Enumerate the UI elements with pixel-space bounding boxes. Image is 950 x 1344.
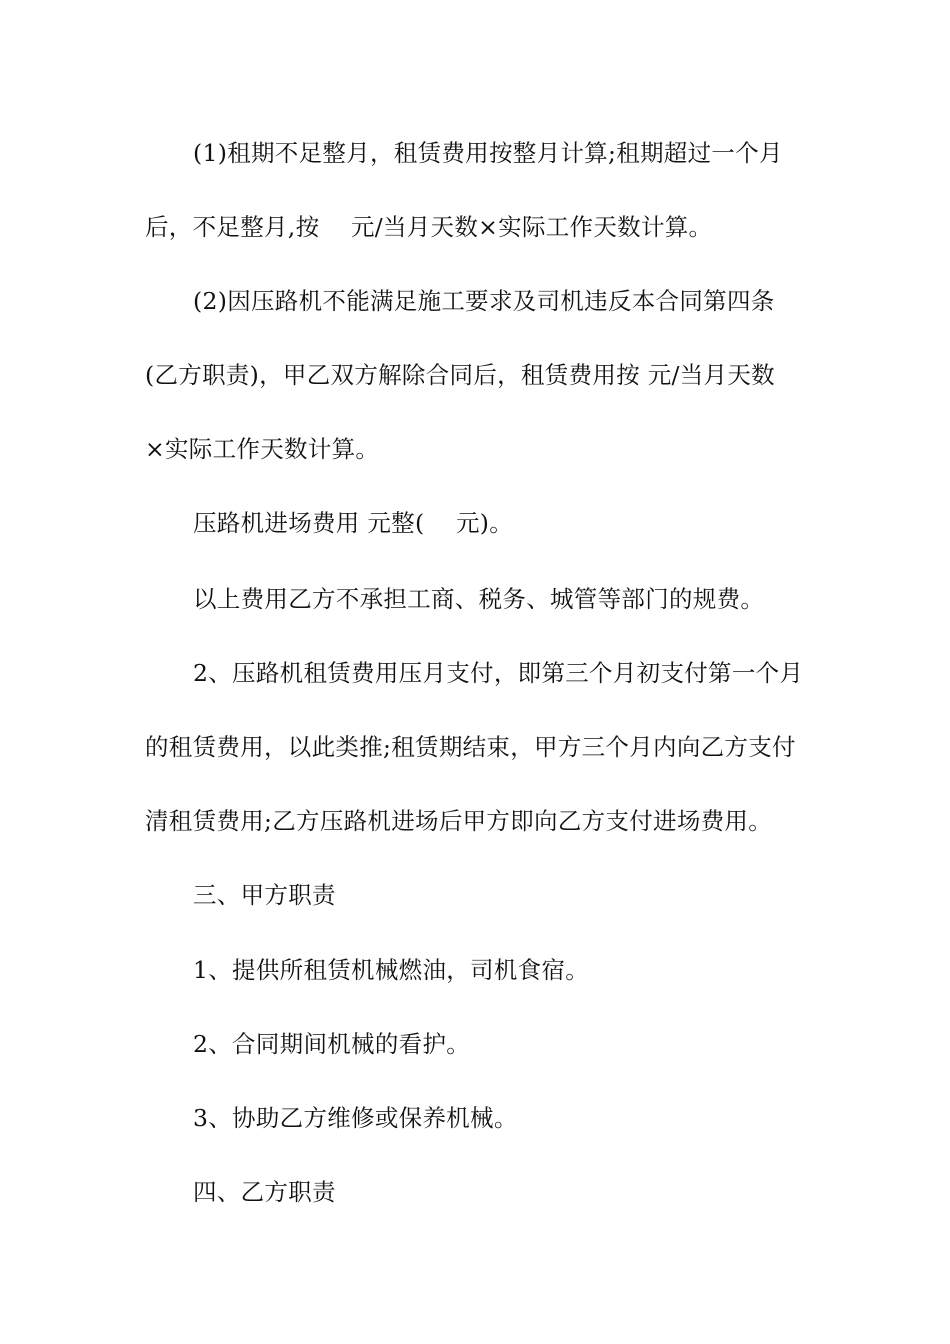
paragraph-line-4: (乙方职责)，甲乙双方解除合同后，租赁费用按 元/当月天数 <box>145 361 775 389</box>
paragraph-line-9: 的租赁费用，以此类推;租赁期结束，甲方三个月内向乙方支付 <box>145 733 796 761</box>
paragraph-line-10: 清租赁费用;乙方压路机进场后甲方即向乙方支付进场费用。 <box>145 807 773 835</box>
paragraph-line-5: ×实际工作天数计算。 <box>145 435 380 463</box>
paragraph-line-2: 后，不足整月,按 元/当月天数×实际工作天数计算。 <box>145 213 713 241</box>
list-item-3: 3、协助乙方维修或保养机械。 <box>193 1104 518 1132</box>
paragraph-line-6: 压路机进场费用 元整( 元)。 <box>193 509 514 537</box>
paragraph-line-7: 以上费用乙方不承担工商、税务、城管等部门的规费。 <box>193 585 765 613</box>
paragraph-line-1: (1)租期不足整月，租赁费用按整月计算;租期超过一个月 <box>193 139 783 167</box>
paragraph-line-3: (2)因压路机不能满足施工要求及司机违反本合同第四条 <box>193 287 775 315</box>
section-heading-4: 四、乙方职责 <box>193 1178 336 1206</box>
paragraph-line-8: 2、压路机租赁费用压月支付，即第三个月初支付第一个月 <box>193 659 804 687</box>
section-heading-3: 三、甲方职责 <box>193 881 336 909</box>
list-item-1: 1、提供所租赁机械燃油，司机食宿。 <box>193 956 590 984</box>
list-item-2: 2、合同期间机械的看护。 <box>193 1030 471 1058</box>
